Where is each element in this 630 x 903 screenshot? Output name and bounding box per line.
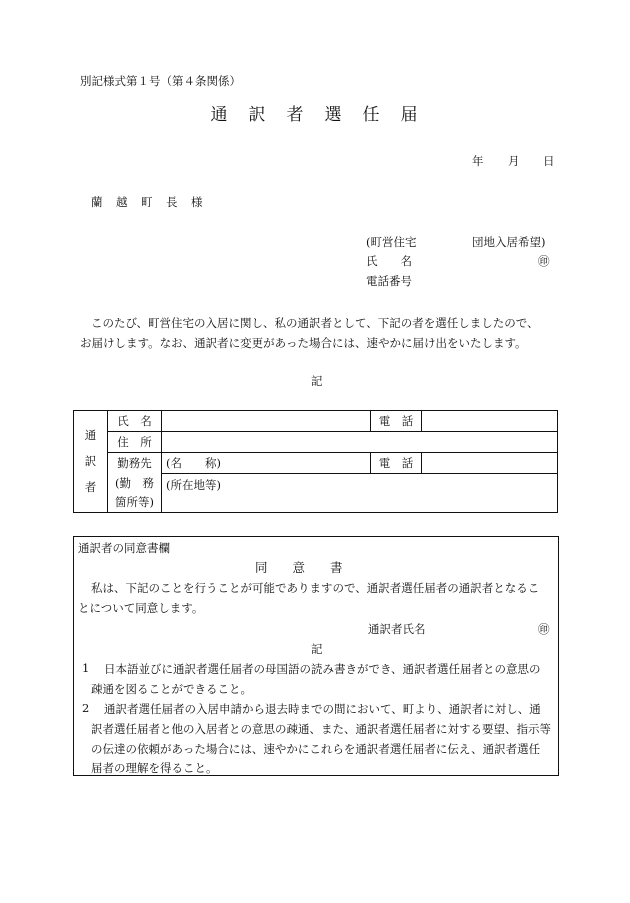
side-char: 訳 (84, 454, 97, 469)
item-1-number: 1 (82, 661, 90, 675)
work-label-line: (勤 務 (115, 475, 154, 490)
title-char: 任 (362, 105, 380, 125)
consent-ki: 記 (311, 642, 323, 656)
housing-right: 団地入居希望) (472, 235, 546, 249)
applicant-seal: ㊞ (538, 254, 550, 268)
addressee: 蘭 越 町 長 様 (91, 195, 204, 209)
item-2-number: 2 (82, 701, 90, 715)
form-reference: 別記様式第１号（第４条関係） (80, 74, 241, 88)
ki-label: 記 (311, 374, 323, 388)
work-phone-label-cell: 電 話 (371, 453, 422, 474)
consent-seal: ㊞ (538, 622, 550, 636)
item-2-line-2: 訳者選任届者と他の入居者との意思の疎通、また、通訳者選任届者に対する要望、指示等 (91, 722, 551, 736)
name-value-cell[interactable] (162, 411, 371, 432)
work-name-cell[interactable]: (名 称) (162, 453, 371, 474)
work-address-cell[interactable]: (所在地等) (162, 474, 558, 513)
title-char: 訳 (248, 105, 266, 125)
date-year-label: 年 (472, 154, 484, 168)
title-char: 通 (210, 105, 228, 125)
applicant-phone-label: 電話番号 (366, 274, 412, 288)
consent-header: 通訳者の同意書欄 (78, 541, 170, 555)
title-char: 者 (286, 105, 304, 125)
address-label-cell: 住 所 (108, 432, 162, 453)
housing-left: (町営住宅 (366, 235, 417, 249)
consent-line-2: とについて同意します。 (78, 601, 204, 615)
item-2-line-3: の伝達の依頼があった場合には、速やかにこれらを通訳者選任届者に伝え、通訳者選任 (91, 742, 541, 756)
applicant-name-label: 氏 名 (366, 254, 412, 268)
phone-value-cell[interactable] (422, 411, 558, 432)
item-1-line-2: 疎通を図ることができること。 (91, 682, 252, 696)
interpreter-table (73, 410, 558, 513)
address-value-cell[interactable] (162, 432, 558, 453)
work-label-cell-2 (108, 474, 162, 513)
intro-line-1: このたび、町営住宅の入居に関し、私の通訳者として、下記の者を選任しましたので、 (91, 316, 539, 330)
date-month-label: 月 (508, 154, 520, 168)
item-1-line-1: 日本語並びに通訳者選任届者の母国語の読み書きができ、通訳者選任届者との意思の (104, 662, 541, 676)
side-char: 者 (84, 480, 97, 495)
consent-title: 同 意 書 (255, 560, 343, 575)
consent-line-1: 私は、下記のことを行うことが可能でありますので、通訳者選任届者の通訳者となるこ (91, 581, 540, 595)
interpreter-side-label (74, 411, 108, 513)
name-label-cell: 氏 名 (108, 411, 162, 432)
title-char: 選 (324, 105, 342, 125)
date-day-label: 日 (543, 154, 555, 168)
work-label-cell: 勤務先 (108, 453, 162, 474)
work-phone-value-cell[interactable] (422, 453, 558, 474)
title-char: 届 (400, 105, 418, 125)
document-title (200, 100, 428, 125)
work-label-line: 箇所等) (115, 494, 154, 509)
item-2-line-1: 通訳者選任届者の入居申請から退去時までの間において、町より、通訳者に対し、通 (104, 702, 541, 716)
consent-signer-label: 通訳者氏名 (368, 622, 426, 636)
phone-label-cell: 電 話 (371, 411, 422, 432)
item-2-line-4: 届者の理解を得ること。 (91, 761, 218, 775)
intro-line-2: お届けします。なお、通訳者に変更があった場合には、速やかに届け出をいたします。 (80, 336, 527, 350)
side-char: 通 (84, 428, 97, 443)
